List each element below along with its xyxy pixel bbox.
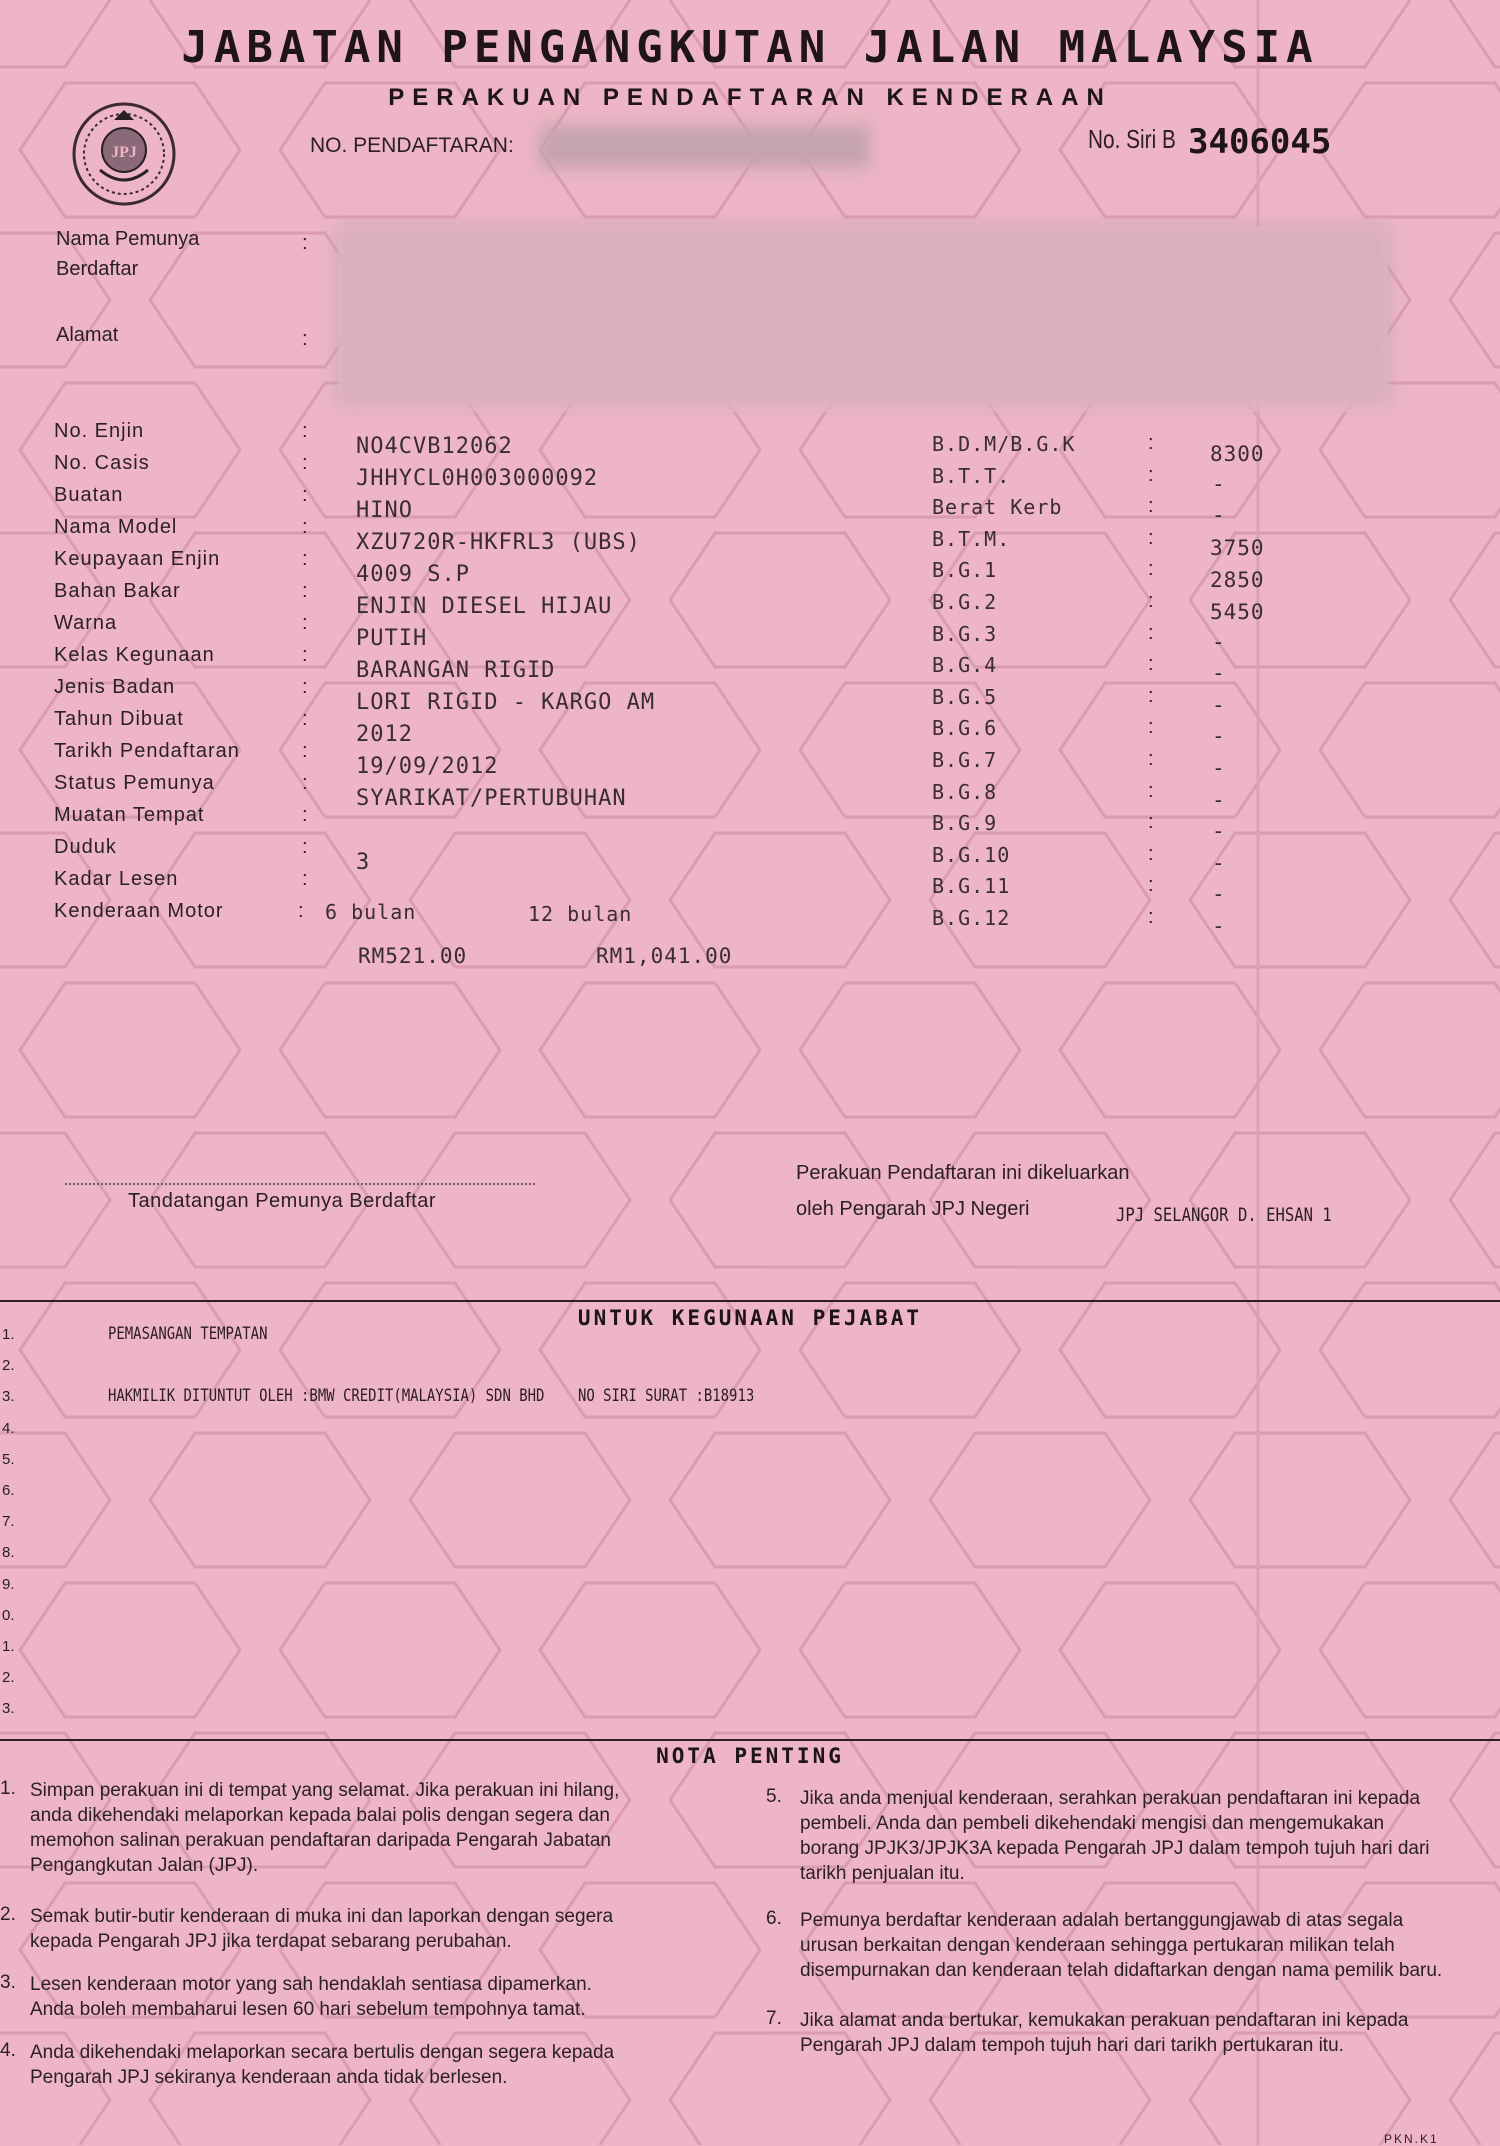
weight-label: B.G.3 [932, 621, 998, 646]
office-row-number: 1. [2, 1326, 15, 1343]
license-six-month-value: RM521.00 [358, 944, 468, 968]
weight-label: B.G.9 [932, 811, 998, 836]
weight-label: B.D.M/B.G.K [932, 432, 1076, 456]
field-value: XZU720R-HKFRL3 (UBS) [356, 530, 641, 555]
field-colon: : [302, 484, 308, 506]
license-twelve-month-label: 12 bulan [528, 902, 633, 926]
office-row-number: 0. [2, 1606, 15, 1624]
field-value: 3 [356, 850, 371, 875]
note-line: Pengangkutan Jalan (JPJ). [30, 1855, 259, 1876]
note-line: kepada Pengarah JPJ jika terdapat sebarang perubahan. [30, 1931, 512, 1952]
notes-title: NOTA PENTING [656, 1744, 844, 1768]
office-use-bottom-rule [0, 1739, 1500, 1741]
field-colon: : [302, 580, 308, 602]
field-value: JHHYCL0H003000092 [356, 466, 599, 491]
weight-value: 8300 [1210, 442, 1265, 466]
weight-value: - [1212, 471, 1226, 496]
weight-colon: : [1148, 779, 1154, 802]
weight-label: B.G.1 [932, 558, 998, 583]
field-label: Duduk [54, 836, 117, 858]
field-label: Tarikh Pendaftaran [54, 740, 240, 762]
field-label: Buatan [54, 484, 124, 506]
weight-label: B.G.5 [932, 684, 998, 709]
office-entry: HAKMILIK DITUNTUT OLEH :BMW CREDIT(MALAYSIA) SDN BHD NO SIRI SURAT :B18913 [108, 1386, 755, 1407]
note-line: Pengarah JPJ sekiranya kenderaan anda tidak berlesen. [30, 2067, 508, 2088]
office-row-number: 4. [2, 1419, 15, 1437]
note-number: 1. [0, 1778, 16, 1799]
weight-colon: : [1148, 716, 1154, 739]
field-label: No. Casis [54, 452, 150, 474]
weight-label: B.T.T. [932, 463, 1011, 488]
weight-colon: : [1148, 748, 1154, 770]
office-use-title: UNTUK KEGUNAAN PEJABAT [577, 1306, 923, 1330]
note-number: 7. [766, 2008, 782, 2029]
weight-label: B.G.8 [932, 779, 998, 804]
weight-label: B.G.6 [932, 716, 998, 741]
weight-label: Berat Kerb [932, 495, 1063, 520]
note-line: Pemunya berdaftar kenderaan adalah bertanggungjawab di atas segala [800, 1910, 1404, 1931]
owner-name-colon: : [302, 232, 308, 254]
office-row-number: 3. [2, 1700, 15, 1718]
field-label: Status Pemunya [54, 772, 215, 794]
weight-colon: : [1148, 906, 1154, 928]
weight-value: - [1212, 629, 1226, 654]
field-colon: : [302, 708, 308, 730]
field-value: BARANGAN RIGID [356, 658, 556, 683]
note-number: 2. [0, 1904, 16, 1925]
license-vehicle-label: Kenderaan Motor [54, 900, 224, 922]
field-colon: : [302, 804, 308, 826]
note-line: Lesen kenderaan motor yang sah hendaklah sentiasa dipamerkan. [30, 1974, 592, 1995]
note-line: Anda dikehendaki melaporkan secara bertulis dengan segera kepada [30, 2042, 615, 2063]
office-row-number: 5. [2, 1450, 15, 1468]
field-label: Muatan Tempat [54, 804, 205, 826]
svg-text:JPJ: JPJ [111, 144, 137, 161]
address-label: Alamat [56, 324, 119, 346]
weight-colon: : [1148, 526, 1154, 549]
weight-label: B.T.M. [932, 526, 1011, 551]
field-label: Jenis Badan [54, 676, 176, 698]
field-colon: : [302, 516, 308, 538]
weight-colon: : [1148, 590, 1154, 612]
office-row-number: 8. [2, 1544, 15, 1562]
weight-label: B.G.12 [932, 906, 1011, 930]
field-label: Warna [54, 612, 118, 634]
office-row-number: 2. [2, 1357, 15, 1375]
field-label: Kadar Lesen [54, 868, 179, 890]
field-colon: : [302, 868, 308, 890]
issuer-name: JPJ SELANGOR D. EHSAN 1 [1116, 1204, 1332, 1226]
field-label: Kelas Kegunaan [54, 644, 215, 666]
field-colon: : [302, 420, 308, 442]
note-line: borang JPJK3/JPJK3A kepada Pengarah JPJ dalam tempoh tujuh hari dari [800, 1838, 1430, 1859]
weight-value: - [1212, 787, 1226, 812]
note-line: memohon salinan perakuan pendaftaran daripada Pengarah Jabatan [30, 1830, 611, 1851]
weight-colon: : [1148, 684, 1154, 707]
field-colon: : [302, 836, 308, 858]
note-line: Anda boleh membaharui lesen 60 hari sebelum tempohnya tamat. [30, 1999, 586, 2020]
serial-number-value: 3406045 [1188, 122, 1332, 162]
note-line: tarikh penjualan itu. [800, 1863, 965, 1884]
note-number: 3. [0, 1972, 16, 1993]
field-value: SYARIKAT/PERTUBUHAN [356, 786, 627, 811]
owner-details-cover [338, 226, 1388, 412]
field-value: 2012 [356, 722, 413, 747]
weight-label: B.G.11 [932, 874, 1011, 899]
field-label: No. Enjin [54, 420, 145, 442]
office-row-number: 1. [2, 1638, 15, 1655]
weight-colon: : [1148, 621, 1154, 644]
weight-colon: : [1148, 874, 1154, 897]
note-number: 6. [766, 1908, 782, 1929]
weight-value: - [1212, 914, 1226, 938]
office-row-number: 2. [2, 1669, 15, 1687]
jpj-emblem-icon [70, 100, 178, 208]
note-line: Semak butir-butir kenderaan di muka ini dan laporkan dengan segera [30, 1906, 614, 1927]
license-twelve-month-value: RM1,041.00 [596, 944, 733, 968]
weight-value: 3750 [1210, 536, 1265, 560]
weight-value: - [1212, 756, 1226, 780]
field-colon: : [302, 644, 308, 666]
document-title: JABATAN PENGANGKUTAN JALAN MALAYSIA [181, 22, 1319, 73]
serial-number-label: No. Siri B [1088, 124, 1176, 154]
weight-label: B.G.2 [932, 590, 998, 614]
weight-value: 5450 [1210, 600, 1265, 624]
note-number: 4. [0, 2040, 16, 2061]
weight-colon: : [1148, 842, 1154, 865]
office-row-number: 3. [2, 1388, 15, 1406]
signature-line [65, 1183, 535, 1185]
note-line: disempurnakan dan kenderaan telah didaftarkan dengan nama pemilik baru. [800, 1960, 1443, 1981]
field-value: ENJIN DIESEL HIJAU [356, 594, 613, 619]
field-colon: : [302, 548, 308, 570]
field-label: Nama Model [54, 516, 178, 538]
field-value: PUTIH [356, 626, 428, 651]
weight-colon: : [1148, 558, 1154, 581]
form-code: PKN.K1 [1384, 2132, 1439, 2146]
field-colon: : [302, 452, 308, 474]
weight-colon: : [1148, 811, 1154, 834]
note-line: pembeli. Anda dan pembeli dikehendaki mengisi dan mengemukakan [800, 1813, 1385, 1834]
field-colon: : [302, 772, 308, 794]
office-row-number: 7. [2, 1513, 15, 1531]
owner-name-label-line2: Berdaftar [56, 258, 139, 280]
note-line: urusan berkaitan dengan kenderaan sehingga pertukaran milikan telah [800, 1935, 1395, 1956]
weight-colon: : [1148, 432, 1154, 454]
weight-value: - [1212, 661, 1226, 686]
field-label: Keupayaan Enjin [54, 548, 221, 570]
weight-colon: : [1148, 495, 1154, 518]
owner-name-label: Nama Pemunya [56, 228, 200, 250]
weight-colon: : [1148, 653, 1154, 676]
note-line: Pengarah JPJ dalam tempoh tujuh hari dari tarikh pertukaran itu. [800, 2035, 1344, 2056]
note-line: anda dikehendaki melaporkan kepada balai polis dengan segera dan [30, 1805, 610, 1826]
note-line: Jika anda menjual kenderaan, serahkan perakuan pendaftaran ini kepada [800, 1788, 1421, 1809]
weight-value: - [1212, 724, 1226, 749]
field-value: 19/09/2012 [356, 754, 499, 779]
license-six-month-label: 6 bulan [325, 900, 417, 924]
field-value: NO4CVB12062 [356, 434, 513, 459]
field-colon: : [302, 740, 308, 762]
field-label: Bahan Bakar [54, 580, 181, 602]
weight-value: - [1212, 850, 1226, 875]
office-use-top-rule [0, 1300, 1500, 1302]
registration-number-label: NO. PENDAFTARAN: [310, 134, 514, 157]
field-value: LORI RIGID - KARGO AM [356, 690, 656, 715]
weight-label: B.G.7 [932, 748, 998, 772]
field-colon: : [302, 676, 308, 698]
note-line: Simpan perakuan ini di tempat yang selamat. Jika perakuan ini hilang, [30, 1780, 620, 1801]
document-subtitle: PERAKUAN PENDAFTARAN KENDERAAN [388, 84, 1112, 111]
weight-value: 2850 [1210, 568, 1265, 592]
field-colon: : [302, 612, 308, 634]
field-value: HINO [356, 498, 413, 523]
note-number: 5. [766, 1786, 782, 1807]
registration-number-redacted [540, 126, 870, 168]
field-value: 4009 S.P [356, 562, 470, 587]
weight-label: B.G.4 [932, 653, 998, 678]
address-colon: : [302, 328, 308, 350]
weight-value: - [1212, 882, 1226, 907]
weight-colon: : [1148, 463, 1154, 486]
weight-label: B.G.10 [932, 842, 1011, 867]
field-label: Tahun Dibuat [54, 708, 184, 730]
note-line: Jika alamat anda bertukar, kemukakan perakuan pendaftaran ini kepada [800, 2010, 1409, 2031]
office-row-number: 9. [2, 1575, 15, 1593]
weight-value: - [1212, 503, 1226, 528]
weight-value: - [1212, 819, 1226, 844]
issued-by-line-1: Perakuan Pendaftaran ini dikeluarkan [796, 1162, 1130, 1184]
office-row-number: 6. [2, 1482, 15, 1499]
office-entry: PEMASANGAN TEMPATAN [108, 1324, 268, 1344]
owner-signature-label: Tandatangan Pemunya Berdaftar [128, 1190, 437, 1212]
license-colon: : [298, 900, 304, 922]
weight-value: - [1212, 692, 1226, 717]
issued-by-line-2: oleh Pengarah JPJ Negeri [796, 1198, 1030, 1220]
